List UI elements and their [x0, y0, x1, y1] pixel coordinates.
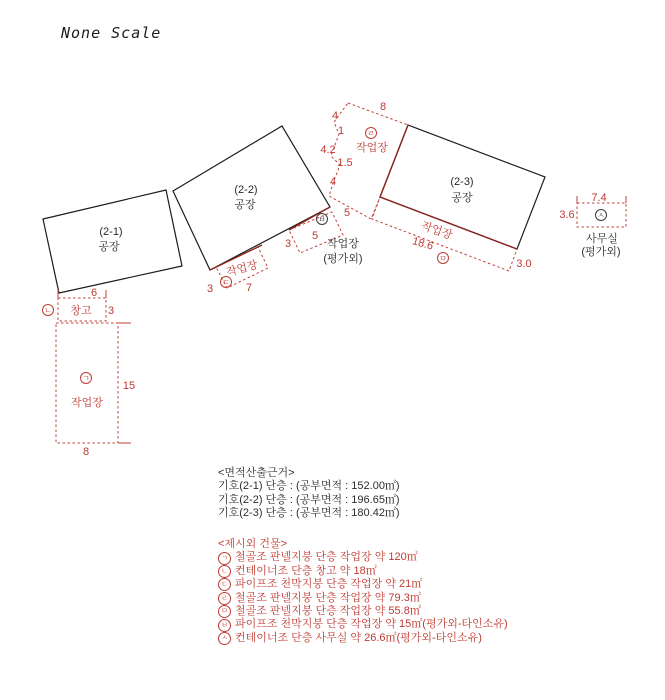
- marker-g3-icon: [221, 277, 232, 288]
- marker-g5-icon: ㅁ: [218, 605, 231, 618]
- workshop-g6-note: (평가외): [323, 253, 363, 265]
- svg-text:ㄹ: ㄹ: [367, 129, 375, 138]
- dim-g1-height: 15: [122, 380, 136, 392]
- area-basis-line: 기호(2-3) 단층 : (공부면적 : 180.42㎡): [218, 507, 400, 520]
- marker-g3-icon: ㄷ: [218, 578, 231, 591]
- dim-g4-seg4: 1.5: [337, 157, 353, 169]
- dim-g3-height: 3: [206, 283, 214, 295]
- extra-building-text: 철골조 판넬지붕 단층 작업장 약 55.8㎡: [235, 604, 421, 617]
- area-basis-block: [218, 467, 400, 521]
- dim-g4-seg5: 4: [329, 176, 337, 188]
- svg-text:ㅁ: ㅁ: [439, 254, 447, 263]
- marker-g7-icon: ㅅ: [218, 632, 231, 645]
- extra-building-item: [218, 565, 508, 578]
- dim-g4-seg1: 4: [331, 110, 339, 122]
- extra-building-text: 컨테이너조 단층 사무실 약 26.6㎡(평가외-타인소유): [235, 631, 482, 644]
- svg-text:ㅅ: ㅅ: [597, 211, 605, 220]
- extra-building-item: [218, 592, 508, 605]
- workshop-g3-label: 작업장: [225, 259, 260, 279]
- dim-g6-width: 5: [311, 230, 319, 242]
- extra-building-text: 파이프조 천막지붕 단층 작업장 약 15㎡(평가외-타인소유): [235, 618, 508, 631]
- dim-g2-width: 6: [90, 287, 98, 299]
- scale-note: None Scale: [61, 24, 162, 42]
- marker-g6-icon: [317, 214, 328, 225]
- extra-building-text: 파이프조 천막지붕 단층 작업장 약 21㎡: [235, 578, 423, 591]
- marker-g4-icon: [366, 128, 377, 139]
- dim-g5-height: 3.0: [516, 258, 532, 270]
- dim-g1-width: 8: [82, 446, 90, 458]
- dim-g4-seg2: 1: [337, 125, 345, 137]
- marker-g6-icon: ㅂ: [218, 619, 231, 632]
- extra-building-text: 컨테이너조 단층 창고 약 18㎡: [235, 564, 377, 577]
- extra-building-item: [218, 618, 508, 631]
- office-g7-note: (평가외): [581, 246, 621, 258]
- building-2-3-type: 공장: [451, 192, 473, 204]
- area-basis-heading: <면적산출근거>: [218, 467, 295, 479]
- extra-building-text: 철골조 판넬지붕 단층 작업장 약 120㎡: [235, 551, 418, 564]
- dim-g7-height: 3.6: [559, 209, 575, 221]
- warehouse-g2-label: 창고: [70, 305, 92, 317]
- dim-g4-bottom: 5: [343, 207, 351, 219]
- marker-g2-icon: ㄴ: [218, 565, 231, 578]
- extra-building-item: [218, 605, 508, 618]
- dim-g4-seg3: 4.2: [320, 144, 336, 156]
- svg-text:ㄷ: ㄷ: [222, 278, 230, 287]
- area-basis-line: 기호(2-2) 단층 : (공부면적 : 196.65㎡): [218, 493, 400, 506]
- svg-text:ㄴ: ㄴ: [44, 306, 52, 315]
- shared-edge: [380, 125, 408, 197]
- building-2-1-id: (2-1): [99, 226, 123, 238]
- marker-g1-icon: [81, 373, 92, 384]
- extra-building-text: 철골조 판넬지붕 단층 작업장 약 79.3㎡: [235, 591, 421, 604]
- extra-building-item: [218, 578, 508, 591]
- dim-g2-height: 3: [107, 305, 115, 317]
- workshop-g1-label: 작업장: [71, 397, 103, 409]
- svg-text:ㄱ: ㄱ: [82, 374, 90, 383]
- dim-g4-top: 8: [379, 101, 387, 113]
- marker-g2-icon: [43, 305, 54, 316]
- building-2-2-outline: [173, 126, 330, 270]
- workshop-g4-label: 작업장: [356, 142, 388, 154]
- svg-text:ㅂ: ㅂ: [318, 215, 326, 224]
- building-2-2-type: 공장: [234, 199, 256, 211]
- extra-buildings-block: [218, 538, 508, 645]
- marker-g4-icon: ㄹ: [218, 592, 231, 605]
- dim-g3-width: 7: [245, 282, 253, 294]
- marker-g5-icon: [438, 253, 449, 264]
- extra-building-item: [218, 551, 508, 564]
- marker-g1-icon: ㄱ: [218, 552, 231, 565]
- extra-building-item: [218, 632, 508, 645]
- dim-g6-height: 3: [284, 238, 292, 250]
- dim-g5-length: 18.6: [410, 235, 435, 253]
- building-2-2-id: (2-2): [234, 184, 258, 196]
- workshop-g6-label: 작업장: [327, 238, 359, 250]
- office-g7-label: 사무실: [586, 233, 618, 245]
- workshop-g5-label: 작업장: [419, 220, 454, 242]
- marker-g7-icon: [596, 210, 607, 221]
- building-2-3-id: (2-3): [450, 176, 474, 188]
- dim-g7-width: 7.4: [591, 192, 607, 204]
- building-2-1-type: 공장: [98, 241, 120, 253]
- extra-buildings-heading: <제시외 건물>: [218, 538, 288, 550]
- area-basis-line: 기호(2-1) 단층 : (공부면적 : 152.00㎡): [218, 480, 400, 493]
